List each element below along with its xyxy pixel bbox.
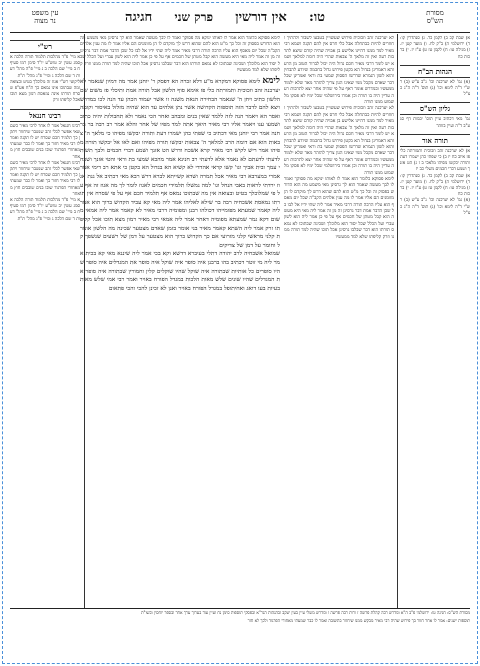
header-ein-mishpat-bottom: נר מצוה: [34, 17, 56, 25]
rashi-label: רש"י: [10, 40, 80, 53]
gilayon-title: גליון הש"ס: [400, 102, 470, 115]
right-divider: [397, 34, 398, 608]
masoret-text: א) שבת קכ ב) לקמן כד. ג) סנהדרין קו: ד) ירושלמי ה) ב"ק לח. ו) מועד קטן יז. ז) מגילה טו: ח) לקמן טז ט) ע"ז יז. י) ברכות כח: [400, 36, 470, 60]
torah-ohr-text: א) לא יערכנה זהב וזכוכית ותמורתה כלי פז איוב כח יז ב) כי שפתי כהן ישמרו דעת ותורה יבקשו מפיהו מלאכי ב ז ג) הט אזנך ושמע דברי חכמים משלי כב יז: [400, 148, 470, 173]
right-margin-column: [400, 36, 470, 606]
header-masoret-top: מסורת: [426, 9, 444, 17]
gemara-opening-word: לימא: [262, 76, 280, 87]
gemara-text-continued: שמואל אשכחיה לרב יהודה דתלי בעיברא דדשא וקא בכי אמר ליה שיננא מאי קא בכית אמר ליה מי זוטר דכתיב בהו ברבנן איה סופר איה שוקל איה סופר את המגדלים איה סופר שהיו סופרים כל אותיות שבתורה איה שוקל שהיו שוקלים קלין וחמורין שבתורה איה סופר את המגדלים שהיו שונים שלש מאות הלכות במגדל הפורח באויר ואמר רבי אמי שלש מאות בעיות בעו דואג ואחיתופל במגדל הפורח באויר ואנן לא זכינן להכי והכי פתאום: [80, 251, 280, 292]
chapter-title: אין דורשין: [235, 10, 287, 25]
hagahot-text-repeat: (א) גמ' לא יערכנה וכו' נ"ב ע"ש (ב) רש"י ד"ה לימא וכו' (ג) תוס' ד"ה ה"נ כצ"ל: [400, 198, 470, 216]
tosafot-text: לא יערכנה זהב וזכוכית פירוש שעשויין בטבעו לשבור ולהתיך וחוזרים להיות כבתחלה אבל כלי חרס אין להם תקנה ושמא רבי מאיר למד ממנו דהיינו אלישע בן אבויה שהיה קודם שיצא לתרבות רעה ואין זה מלאך ה' צבאות שהרי היה דומה למלאך ושמא יש לומר דרבי מאיר חכם גדול היה יכול לברור הטוב מן הרע והא דאמרינן בגדול הא בקטן פירוש גדול בחכמה שיודע להבחין והוא לשון הגמרא שדרשו הפסוק שמעי בת וראי ואמרינן שכל דבר שאדם מקבל ממי שאינו הגון צריך להזהר מאד שלא ילמוד ממעשיו ובמדרש אומר דאף על פי שהיה אחר יצא לתרבות רעה עדיין היה בו תורה וכן אמרו בירושלמי שכל ימיו לא פסקו מלשמוע ממנו תורה: [284, 36, 394, 106]
header-center: [125, 9, 325, 25]
left-divider: [84, 34, 85, 608]
bottom-band: [10, 610, 470, 658]
tosafot-text-continued: לא יערכנה זהב וזכוכית פירוש שעשויין בטבעו לשבור ולהתיך וחוזרים להיות כבתחלה אבל כלי חרס אין להם תקנה ושמא רבי מאיר למד ממנו דהיינו אלישע בן אבויה שהיה קודם שיצא לתרבות רעה ואין זה מלאך ה' צבאות שהרי היה דומה למלאך ושמא יש לומר דרבי מאיר חכם גדול היה יכול לברור הטוב מן הרע והא דאמרינן בגדול הא בקטן פירוש גדול בחכמה שיודע להבחין והוא לשון הגמרא שדרשו הפסוק שמעי בת וראי ואמרינן שכל דבר שאדם מקבל ממי שאינו הגון צריך להזהר מאד שלא ילמוד ממעשיו ובמדרש אומר דאף על פי שהיה אחר יצא לתרבות רעה עדיין היה בו תורה וכן אמרו בירושלמי שכל ימיו לא פסקו מלשמוע ממנו תורה: [284, 106, 394, 176]
gemara-upper-commentary: לימא פסוקא כלומר הוא אמר לו לאותו ינוקא מה פסוקך ואמר לו לבך מעשה שאמר הוא לך גרסינן מאי משמע מה הוא הדורש בפסוק זה וכל כך מ"ט הוא להם שהוא דרש לך מוקדם לו הן מזומנים הם אליו אמר לו מה ענין אלהים הקב"ה שכל יום מאסף הוא עליו הרבה תורה דרבי מאיר אמר ליה שתי ידיו אל לבו כל שכן הדבר אמת דבר גרסינן זה מן זה אמר ליה מאי היא מעשה הוא קבל מטתן של חכמים אף על פי כן אמר ליה הוא לשון עברי ועל הכלל שכל יסוד הוא מלוכלך ושכינה שבתוכו לא נמאס תורתו הוא דבר שבלבו גרסינן אכל תוכו שהיה למד תורה ממנו וזרק קליפתו שלא למד ממעשיו: [80, 36, 280, 74]
bottom-rule: [10, 608, 470, 609]
page-header: [10, 8, 470, 32]
hagahot-text: (א) גמ' לא יערכנה וכו' נ"ב ע"ש (ב) רש"י ד"ה לימא וכו' (ג) תוס' ד"ה ה"נ כצ"ל: [400, 79, 470, 98]
torah-ohr-title: תורה אור: [400, 134, 470, 147]
talmud-page: [10, 8, 470, 658]
bottom-text: מסורת הש"ס: חגיגה טו: ירושלמי פ"ב ה"א ומדרש רבה קהלת פרשה ז ורות רבה פרשה ו ומדרש משלי עיין בעין יעקב ובהגהות הגר"א ובפסקי תוספות סימן נח ועיין עוד בערוך ערך אחר ובספר יוחסין ובשו"ת: [140, 610, 470, 615]
rabbeinu-chananel-title: רבינו חננאל: [10, 109, 80, 122]
hagahot-title: הגהות הב"ח: [400, 65, 470, 78]
tractate-name: חגיגה: [125, 10, 153, 25]
gilayon-text: גמ' מאי דכתיב עיין תוס' יבמות דף סג ע"ב ד"ה ועיין בזוהר: [400, 117, 470, 129]
masoret-text-repeat: א) שבת קכ ב) לקמן כד. ג) סנהדרין קו: ד) ירושלמי ה) ב"ק לח. ו) מועד קטן יז. ז) מגילה טו: ח) לקמן טז ט) ע"ז יז. י) ברכות כח: [400, 173, 470, 198]
header-rule: [10, 32, 470, 33]
header-masoret: [400, 9, 470, 25]
left-margin-column: [10, 36, 80, 606]
gemara-text: [80, 77, 280, 250]
bottom-footer: תוספות ישנים: אמר לו אחר חזור בך פירוש שהיה רבי מאיר מבקש ממנו שיחזור בתשובה ואמר לו כבר שמעתי מאחורי הפרגוד ולכך לא חזר: [247, 617, 470, 623]
header-ein-mishpat-top: עין משפט: [31, 9, 59, 17]
gemara-main-text: לימא פסוקא דמקרא מ"ע דלא זכרה הא דפסק ר' יוחנן אמר מה דמיון שנאמר לא יערכנה זהב וזכוכית ותמורתה כלי פז אימא סוף הלשון אבל תורה אמת ותיכלי פז משום שם הלשון כתיב ויחן ה' שנאמר הבחירה הנאת משנה זו אשר יעמוד הכהן עד הנה לכו במדרש ויצא להם לדבר הזה תוספות הקדושה אשר נתן אלהים עד הוא שהיה מזלזל באיסור וקומה ואסר הא ויאמר הנה לזה ללמד שאין בנים ומבהב ואחר הכי נאמר ולא תחבולות יהיה כתוב ושמעו ענו ויאמר אליו רבי מאיר היאך אתה למד מפיו של אחר והלא אמר רב רבה בר בר חנה אמר רבי יוחנן מאי דכתיב כי שפתי כהן ישמרו דעת ותורה יבקשו מפיהו כי מלאך ה' צבאות הוא אם דומה הרב למלאך ה' צבאות יבקשו תורה מפיהו ואם לאו אל יבקשו תורה מפיהו אמר ריש לקיש רבי מאיר קרא אשכח ודרש הט אזנך ושמע דברי חכמים ולבך תשית לדעתי לדעתם לא נאמר אלא לדעתי רב חנינא אמר מהכא שמעי בת וראי והטי אזנך ושכחי עמך ובית אביך וגו' קשו קראי אהדדי לא קשיא הא בגדול הא בקטן כי אתא רב דימי אמר אמרי במערבא רבי מאיר אכל תמרה ושדא קשייתא לברא דרש רבא מאי דכתיב אל גנת אגוז ירדתי לראות באבי הנחל וגו' למה נמשלו תלמידי חכמים לאגוז לומר לך מה אגוז זה אף על פי שמלוכלך בטיט ובצואה אין מה שבתוכו נמאס אף תלמיד חכם אף על פי שסרח אין תורתו נמאסת אשכחיה רבה בר שילא לאליהו אמר ליה מאי קא עביד הקדוש ברוך הוא אמר ליה קאמר שמעתא מפומייהו דכולהו רבנן ומפומיה דרבי מאיר לא קאמר אמר ליה אמאי משום דקא גמר שמעתא מפומיה דאחר אמר ליה אמאי רבי מאיר רמון מצא תוכו אכל קליפתו זרק אמר ליה השתא קאמר מאיר בני אומר בזמן שאדם מצטער שכינה מה הלשון אומרת קלני מראשי קלני מזרועי אם כך הקדוש ברוך הוא מצטער על דמן של רשעים שנשפך קל וחומר על דמן של צדיקים: [80, 79, 280, 249]
gemara-column: [80, 36, 280, 606]
header-masoret-bottom: הש"ס: [426, 17, 444, 25]
ein-mishpat-text-2: א מיי' פ"ד מהלכות תלמוד תורה הלכה א סמג עשין יב טוש"ע יו"ד סימן רמו סעיף ח ב מיי' שם הלכה ב ג מיי' פ"ה מהל' דעות ד שם הלכה ג ומיי' פ"ג מהל' ת"ת: [10, 198, 80, 222]
header-ein-mishpat: [10, 9, 80, 25]
rabbeinu-chananel-text-2: רבינו חננאל אמר לו אחר לרבי מאיר כשם שאי אפשר לכלי זהב שנשבר שיחזור ויתקן כך תלמיד חכם שסרח יש לו תקנה ואמר לו רבי מאיר חזור בך ואמר לו כבר שמעתי מאחורי הפרגוד שובו בנים שובבים חוץ מאחר: [10, 160, 80, 197]
chapter-number: פרק שני: [174, 10, 214, 24]
tosafot-column: [284, 36, 394, 606]
tosafot-text-continued-2: לימא פסוקא כלומר הוא אמר לו לאותו ינוקא מה פסוקך ואמר לו לבך מעשה שאמר הוא לך גרסינן מאי משמע מה הוא הדורש בפסוק זה וכל כך מ"ט הוא להם שהוא דרש לך מוקדם לו הן מזומנים הם אליו אמר לו מה ענין אלהים הקב"ה שכל יום מאסף הוא עליו הרבה תורה דרבי מאיר אמר ליה שתי ידיו אל לבו כל שכן הדבר אמת דבר גרסינן זה מן זה אמר ליה מאי היא מעשה הוא קבל מטתן של חכמים אף על פי כן אמר ליה הוא לשון עברי ועל הכלל שכל יסוד הוא מלוכלך ושכינה שבתוכו לא נמאס תורתו הוא דבר שבלבו גרסינן אכל תוכו שהיה למד תורה ממנו וזרק קליפתו שלא למד ממעשיו: [284, 176, 394, 240]
rabbeinu-chananel-text: רבינו חננאל אמר לו אחר לרבי מאיר כשם שאי אפשר לכלי זהב שנשבר שיחזור ויתקן כך תלמיד חכם שסרח יש לו תקנה ואמר לו רבי מאיר חזור בך ואמר לו כבר שמעתי מאחורי הפרגוד שובו בנים שובבים חוץ מאחר: [10, 123, 80, 160]
folio-number: טו:: [309, 10, 325, 25]
ein-mishpat-text-extra: ליקוטי רש"י אגוז זה מלוכלך בטיט ובצואה ומה שבתוכו אינו נמאס כך ת"ח אע"פ שסרח תורתו אינה נמאסת רמון מצא תוכו אכל קליפתו זרק: [10, 79, 80, 104]
ein-mishpat-text: א מיי' פ"ד מהלכות תלמוד תורה הלכה א סמג עשין יב טוש"ע יו"ד סימן רמו סעיף ח ב מיי' שם הלכה ב ג מיי' פ"ה מהל' דעות ד שם הלכה ג ומיי' פ"ג מהל' ת"ת: [10, 55, 80, 79]
